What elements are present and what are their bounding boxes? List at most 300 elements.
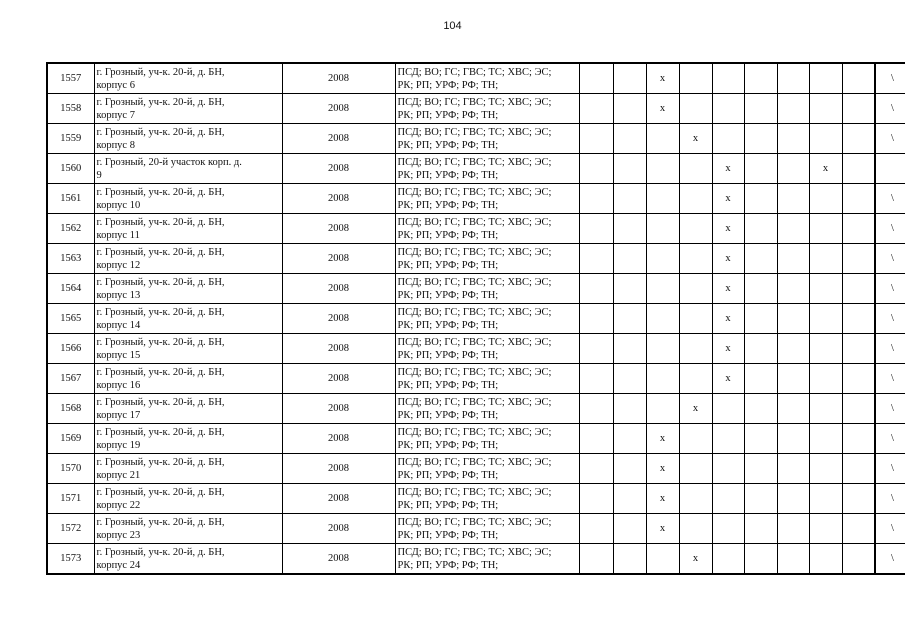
- mark-cell-10: [875, 94, 905, 124]
- systems-line-1: ПСД; ВО; ГС; ГВС; ТС; ХВС; ЭС;: [397, 456, 552, 468]
- row-number-cell: [47, 334, 94, 364]
- mark-cell-9: [842, 454, 875, 484]
- systems-line-1: ПСД; ВО; ГС; ГВС; ТС; ХВС; ЭС;: [397, 246, 552, 258]
- systems-cell: [395, 184, 579, 214]
- mark-cell-4: [679, 514, 712, 544]
- mark-cell-6: [744, 304, 777, 334]
- mark: \: [891, 523, 894, 534]
- row-number: 1568: [60, 403, 82, 414]
- systems-line-2: РК; РП; УРФ; РФ; ТН;: [397, 259, 499, 271]
- mark: \: [891, 463, 894, 474]
- mark-cell-3: [646, 274, 679, 304]
- mark-cell-2: [613, 454, 646, 484]
- row-number-cell: [47, 244, 94, 274]
- year-cell: [282, 334, 395, 364]
- systems-line-2: РК; РП; УРФ; РФ; ТН;: [397, 199, 499, 211]
- systems-line-2: РК; РП; УРФ; РФ; ТН;: [397, 439, 499, 451]
- address-line-2: корпус 10: [96, 199, 141, 211]
- address-line-1: г. Грозный, уч-к. 20-й, д. БН,: [96, 366, 225, 378]
- mark-cell-7: [777, 184, 809, 214]
- year-cell: [282, 424, 395, 454]
- registry-table: [46, 62, 905, 575]
- mark-cell-10: [875, 184, 905, 214]
- mark: x: [822, 163, 829, 174]
- year-cell: [282, 124, 395, 154]
- mark-cell-4: [679, 304, 712, 334]
- mark-cell-2: [613, 514, 646, 544]
- mark-cell-1: [579, 334, 613, 364]
- mark-cell-1: [579, 94, 613, 124]
- mark-cell-5: [712, 514, 744, 544]
- systems-line-1: ПСД; ВО; ГС; ГВС; ТС; ХВС; ЭС;: [397, 216, 552, 228]
- mark-cell-2: [613, 304, 646, 334]
- systems-line-1: ПСД; ВО; ГС; ГВС; ТС; ХВС; ЭС;: [397, 486, 552, 498]
- systems-line-1: ПСД; ВО; ГС; ГВС; ТС; ХВС; ЭС;: [397, 186, 552, 198]
- mark-cell-4: [679, 544, 712, 575]
- mark: x: [725, 313, 731, 324]
- mark: \: [891, 373, 894, 384]
- systems-line-2: РК; РП; УРФ; РФ; ТН;: [397, 289, 499, 301]
- mark-cell-1: [579, 304, 613, 334]
- mark-cell-7: [777, 124, 809, 154]
- mark-cell-5: [712, 484, 744, 514]
- mark-cell-2: [613, 124, 646, 154]
- mark-cell-6: [744, 424, 777, 454]
- mark-cell-10: [875, 304, 905, 334]
- year-cell: [282, 394, 395, 424]
- mark-cell-5: [712, 214, 744, 244]
- address-cell: [94, 334, 282, 364]
- mark-cell-6: [744, 514, 777, 544]
- mark-cell-5: [712, 274, 744, 304]
- mark-cell-9: [842, 364, 875, 394]
- row-number: 1571: [60, 493, 82, 504]
- mark-cell-1: [579, 274, 613, 304]
- mark: \: [891, 313, 894, 324]
- systems-cell: [395, 244, 579, 274]
- mark: x: [659, 73, 666, 84]
- address-line-1: г. Грозный, уч-к. 20-й, д. БН,: [96, 306, 225, 318]
- address-cell: [94, 274, 282, 304]
- mark-cell-2: [613, 484, 646, 514]
- mark-cell-8: [809, 424, 842, 454]
- mark-cell-6: [744, 364, 777, 394]
- mark-cell-1: [579, 544, 613, 575]
- mark-cell-5: [712, 394, 744, 424]
- mark-cell-1: [579, 184, 613, 214]
- mark-cell-3: [646, 244, 679, 274]
- mark-cell-7: [777, 364, 809, 394]
- mark: \: [891, 403, 894, 414]
- row-number-cell: [47, 94, 94, 124]
- year: 2008: [328, 553, 349, 564]
- mark-cell-4: [679, 63, 712, 94]
- mark-cell-2: [613, 214, 646, 244]
- mark-cell-3: [646, 94, 679, 124]
- year: 2008: [328, 103, 349, 114]
- mark-cell-7: [777, 214, 809, 244]
- mark-cell-10: [875, 214, 905, 244]
- table-row: [47, 274, 905, 304]
- year: 2008: [328, 313, 349, 324]
- address-line-2: корпус 15: [96, 349, 141, 361]
- mark-cell-7: [777, 454, 809, 484]
- table-row: [47, 214, 905, 244]
- year: 2008: [328, 343, 349, 354]
- mark-cell-6: [744, 544, 777, 575]
- table-row: [47, 544, 905, 575]
- row-number: 1570: [60, 463, 82, 474]
- systems-line-2: РК; РП; УРФ; РФ; ТН;: [397, 349, 499, 361]
- row-number: 1563: [60, 253, 82, 264]
- mark-cell-4: [679, 484, 712, 514]
- year: 2008: [328, 223, 349, 234]
- year-cell: [282, 304, 395, 334]
- mark-cell-8: [809, 484, 842, 514]
- mark-cell-10: [875, 124, 905, 154]
- mark-cell-3: [646, 214, 679, 244]
- mark: \: [891, 253, 894, 264]
- table-row: [47, 124, 905, 154]
- systems-line-2: РК; РП; УРФ; РФ; ТН;: [397, 109, 499, 121]
- mark-cell-3: [646, 304, 679, 334]
- mark-cell-2: [613, 274, 646, 304]
- systems-line-1: ПСД; ВО; ГС; ГВС; ТС; ХВС; ЭС;: [397, 306, 552, 318]
- systems-line-2: РК; РП; УРФ; РФ; ТН;: [397, 529, 499, 541]
- address-cell: [94, 394, 282, 424]
- address-line-1: г. Грозный, уч-к. 20-й, д. БН,: [96, 336, 225, 348]
- mark: x: [692, 133, 699, 144]
- year: 2008: [328, 403, 349, 414]
- mark-cell-2: [613, 424, 646, 454]
- mark-cell-7: [777, 394, 809, 424]
- year-cell: [282, 214, 395, 244]
- year: 2008: [328, 433, 349, 444]
- mark-cell-2: [613, 184, 646, 214]
- row-number-cell: [47, 124, 94, 154]
- row-number-cell: [47, 364, 94, 394]
- mark-cell-6: [744, 244, 777, 274]
- mark: x: [725, 253, 731, 264]
- mark-cell-9: [842, 244, 875, 274]
- row-number-cell: [47, 274, 94, 304]
- table-row: [47, 514, 905, 544]
- mark-cell-3: [646, 124, 679, 154]
- mark-cell-9: [842, 184, 875, 214]
- address-line-1: г. Грозный, уч-к. 20-й, д. БН,: [96, 426, 225, 438]
- address-line-2: корпус 11: [96, 229, 140, 241]
- systems-line-1: ПСД; ВО; ГС; ГВС; ТС; ХВС; ЭС;: [397, 96, 552, 108]
- mark-cell-1: [579, 514, 613, 544]
- mark-cell-1: [579, 454, 613, 484]
- year-cell: [282, 63, 395, 94]
- mark-cell-10: [875, 424, 905, 454]
- systems-line-1: ПСД; ВО; ГС; ГВС; ТС; ХВС; ЭС;: [397, 396, 552, 408]
- systems-line-1: ПСД; ВО; ГС; ГВС; ТС; ХВС; ЭС;: [397, 276, 552, 288]
- mark: x: [692, 553, 699, 564]
- mark: x: [725, 163, 731, 174]
- mark-cell-6: [744, 454, 777, 484]
- mark-cell-3: [646, 544, 679, 575]
- systems-line-1: ПСД; ВО; ГС; ГВС; ТС; ХВС; ЭС;: [397, 336, 552, 348]
- year: 2008: [328, 253, 349, 264]
- mark-cell-1: [579, 124, 613, 154]
- mark-cell-1: [579, 424, 613, 454]
- year: 2008: [328, 493, 349, 504]
- row-number: 1561: [60, 193, 82, 204]
- address-line-2: 9: [96, 169, 102, 181]
- mark-cell-6: [744, 394, 777, 424]
- systems-line-1: ПСД; ВО; ГС; ГВС; ТС; ХВС; ЭС;: [397, 516, 552, 528]
- mark: \: [891, 433, 894, 444]
- mark: x: [659, 463, 666, 474]
- row-number: 1557: [60, 73, 82, 84]
- systems-line-1: ПСД; ВО; ГС; ГВС; ТС; ХВС; ЭС;: [397, 426, 552, 438]
- mark-cell-9: [842, 394, 875, 424]
- address-cell: [94, 154, 282, 184]
- address-line-1: г. Грозный, уч-к. 20-й, д. БН,: [96, 126, 225, 138]
- address-cell: [94, 124, 282, 154]
- mark-cell-8: [809, 124, 842, 154]
- row-number: 1569: [60, 433, 82, 444]
- mark-cell-9: [842, 124, 875, 154]
- year: 2008: [328, 163, 349, 174]
- address-line-2: корпус 13: [96, 289, 141, 301]
- mark: x: [659, 493, 666, 504]
- address-line-2: корпус 19: [96, 439, 141, 451]
- mark-cell-6: [744, 154, 777, 184]
- address-cell: [94, 484, 282, 514]
- systems-line-2: РК; РП; УРФ; РФ; ТН;: [397, 499, 499, 511]
- mark-cell-4: [679, 424, 712, 454]
- mark-cell-1: [579, 484, 613, 514]
- row-number: 1565: [60, 313, 82, 324]
- systems-cell: [395, 214, 579, 244]
- address-line-1: г. Грозный, уч-к. 20-й, д. БН,: [96, 396, 225, 408]
- mark-cell-3: [646, 184, 679, 214]
- year: 2008: [328, 193, 349, 204]
- mark-cell-10: [875, 514, 905, 544]
- mark-cell-8: [809, 454, 842, 484]
- row-number-cell: [47, 544, 94, 575]
- mark-cell-9: [842, 214, 875, 244]
- table-body: [47, 63, 905, 574]
- mark-cell-10: [875, 364, 905, 394]
- systems-cell: [395, 484, 579, 514]
- mark-cell-3: [646, 484, 679, 514]
- mark: \: [891, 283, 894, 294]
- mark-cell-4: [679, 274, 712, 304]
- mark-cell-9: [842, 424, 875, 454]
- mark-cell-6: [744, 334, 777, 364]
- mark-cell-9: [842, 304, 875, 334]
- mark-cell-8: [809, 334, 842, 364]
- mark: \: [891, 493, 894, 504]
- address-cell: [94, 63, 282, 94]
- systems-cell: [395, 94, 579, 124]
- mark-cell-1: [579, 214, 613, 244]
- mark-cell-10: [875, 484, 905, 514]
- row-number-cell: [47, 154, 94, 184]
- page-number: 104: [443, 20, 462, 32]
- systems-line-2: РК; РП; УРФ; РФ; ТН;: [397, 319, 499, 331]
- mark-cell-2: [613, 94, 646, 124]
- address-cell: [94, 214, 282, 244]
- mark-cell-5: [712, 364, 744, 394]
- address-line-2: корпус 7: [96, 109, 135, 121]
- table-row: [47, 184, 905, 214]
- systems-line-1: ПСД; ВО; ГС; ГВС; ТС; ХВС; ЭС;: [397, 156, 552, 168]
- mark-cell-7: [777, 484, 809, 514]
- address-cell: [94, 244, 282, 274]
- mark-cell-10: [875, 454, 905, 484]
- mark-cell-7: [777, 424, 809, 454]
- mark-cell-8: [809, 544, 842, 575]
- mark-cell-3: [646, 394, 679, 424]
- mark-cell-8: [809, 63, 842, 94]
- row-number: 1567: [60, 373, 82, 384]
- year: 2008: [328, 523, 349, 534]
- year-cell: [282, 154, 395, 184]
- mark-cell-3: [646, 154, 679, 184]
- row-number-cell: [47, 63, 94, 94]
- mark-cell-3: [646, 514, 679, 544]
- mark-cell-2: [613, 154, 646, 184]
- mark-cell-1: [579, 154, 613, 184]
- mark-cell-8: [809, 94, 842, 124]
- mark-cell-5: [712, 544, 744, 575]
- mark-cell-5: [712, 304, 744, 334]
- address-line-1: г. Грозный, уч-к. 20-й, д. БН,: [96, 456, 225, 468]
- year-cell: [282, 274, 395, 304]
- mark-cell-6: [744, 484, 777, 514]
- mark-cell-7: [777, 154, 809, 184]
- address-cell: [94, 424, 282, 454]
- address-cell: [94, 184, 282, 214]
- address-line-2: корпус 16: [96, 379, 141, 391]
- address-line-2: корпус 12: [96, 259, 141, 271]
- mark-cell-4: [679, 244, 712, 274]
- mark: \: [891, 103, 894, 114]
- mark-cell-8: [809, 214, 842, 244]
- table-row: [47, 364, 905, 394]
- systems-line-1: ПСД; ВО; ГС; ГВС; ТС; ХВС; ЭС;: [397, 366, 552, 378]
- address-line-2: корпус 21: [96, 469, 141, 481]
- mark-cell-7: [777, 94, 809, 124]
- systems-cell: [395, 63, 579, 94]
- mark-cell-8: [809, 154, 842, 184]
- mark-cell-5: [712, 424, 744, 454]
- mark-cell-8: [809, 274, 842, 304]
- mark-cell-3: [646, 454, 679, 484]
- mark-cell-7: [777, 514, 809, 544]
- systems-line-1: ПСД; ВО; ГС; ГВС; ТС; ХВС; ЭС;: [397, 126, 552, 138]
- address-line-1: г. Грозный, уч-к. 20-й, д. БН,: [96, 186, 225, 198]
- systems-line-2: РК; РП; УРФ; РФ; ТН;: [397, 559, 499, 571]
- mark-cell-7: [777, 63, 809, 94]
- mark-cell-2: [613, 334, 646, 364]
- address-cell: [94, 304, 282, 334]
- address-cell: [94, 94, 282, 124]
- year: 2008: [328, 73, 349, 84]
- mark: x: [725, 193, 731, 204]
- mark-cell-5: [712, 184, 744, 214]
- mark: \: [891, 193, 894, 204]
- systems-line-1: ПСД; ВО; ГС; ГВС; ТС; ХВС; ЭС;: [397, 66, 552, 78]
- row-number-cell: [47, 514, 94, 544]
- address-line-1: г. Грозный, уч-к. 20-й, д. БН,: [96, 246, 225, 258]
- systems-cell: [395, 544, 579, 575]
- mark-cell-3: [646, 424, 679, 454]
- mark-cell-6: [744, 63, 777, 94]
- address-line-1: г. Грозный, уч-к. 20-й, д. БН,: [96, 276, 225, 288]
- year-cell: [282, 244, 395, 274]
- systems-cell: [395, 424, 579, 454]
- address-line-2: корпус 6: [96, 79, 135, 91]
- row-number: 1564: [60, 283, 82, 294]
- mark: \: [891, 133, 894, 144]
- systems-cell: [395, 454, 579, 484]
- address-line-1: г. Грозный, уч-к. 20-й, д. БН,: [96, 516, 225, 528]
- systems-cell: [395, 274, 579, 304]
- address-line-2: корпус 17: [96, 409, 141, 421]
- year-cell: [282, 484, 395, 514]
- mark-cell-8: [809, 364, 842, 394]
- mark-cell-10: [875, 274, 905, 304]
- row-number-cell: [47, 394, 94, 424]
- mark-cell-4: [679, 394, 712, 424]
- row-number: 1572: [60, 523, 82, 534]
- systems-line-1: ПСД; ВО; ГС; ГВС; ТС; ХВС; ЭС;: [397, 546, 552, 558]
- mark-cell-4: [679, 334, 712, 364]
- year-cell: [282, 184, 395, 214]
- address-cell: [94, 454, 282, 484]
- address-line-1: г. Грозный, уч-к. 20-й, д. БН,: [96, 546, 225, 558]
- mark: x: [725, 373, 731, 384]
- mark-cell-10: [875, 394, 905, 424]
- mark-cell-10: [875, 63, 905, 94]
- address-line-2: корпус 23: [96, 529, 141, 541]
- mark-cell-9: [842, 154, 875, 184]
- row-number-cell: [47, 214, 94, 244]
- mark-cell-2: [613, 63, 646, 94]
- mark-cell-5: [712, 244, 744, 274]
- mark-cell-2: [613, 544, 646, 575]
- mark-cell-9: [842, 484, 875, 514]
- mark-cell-2: [613, 364, 646, 394]
- mark-cell-3: [646, 334, 679, 364]
- mark-cell-7: [777, 304, 809, 334]
- row-number-cell: [47, 454, 94, 484]
- mark-cell-4: [679, 124, 712, 154]
- systems-line-2: РК; РП; УРФ; РФ; ТН;: [397, 379, 499, 391]
- table-row: [47, 154, 905, 184]
- mark: x: [659, 433, 666, 444]
- year-cell: [282, 544, 395, 575]
- systems-line-2: РК; РП; УРФ; РФ; ТН;: [397, 139, 499, 151]
- mark: x: [725, 343, 731, 354]
- table-row: [47, 244, 905, 274]
- mark: x: [692, 403, 699, 414]
- mark-cell-9: [842, 544, 875, 575]
- row-number-cell: [47, 184, 94, 214]
- address-line-2: корпус 8: [96, 139, 135, 151]
- mark-cell-4: [679, 94, 712, 124]
- systems-line-2: РК; РП; УРФ; РФ; ТН;: [397, 79, 499, 91]
- systems-cell: [395, 514, 579, 544]
- year: 2008: [328, 373, 349, 384]
- address-line-2: корпус 22: [96, 499, 141, 511]
